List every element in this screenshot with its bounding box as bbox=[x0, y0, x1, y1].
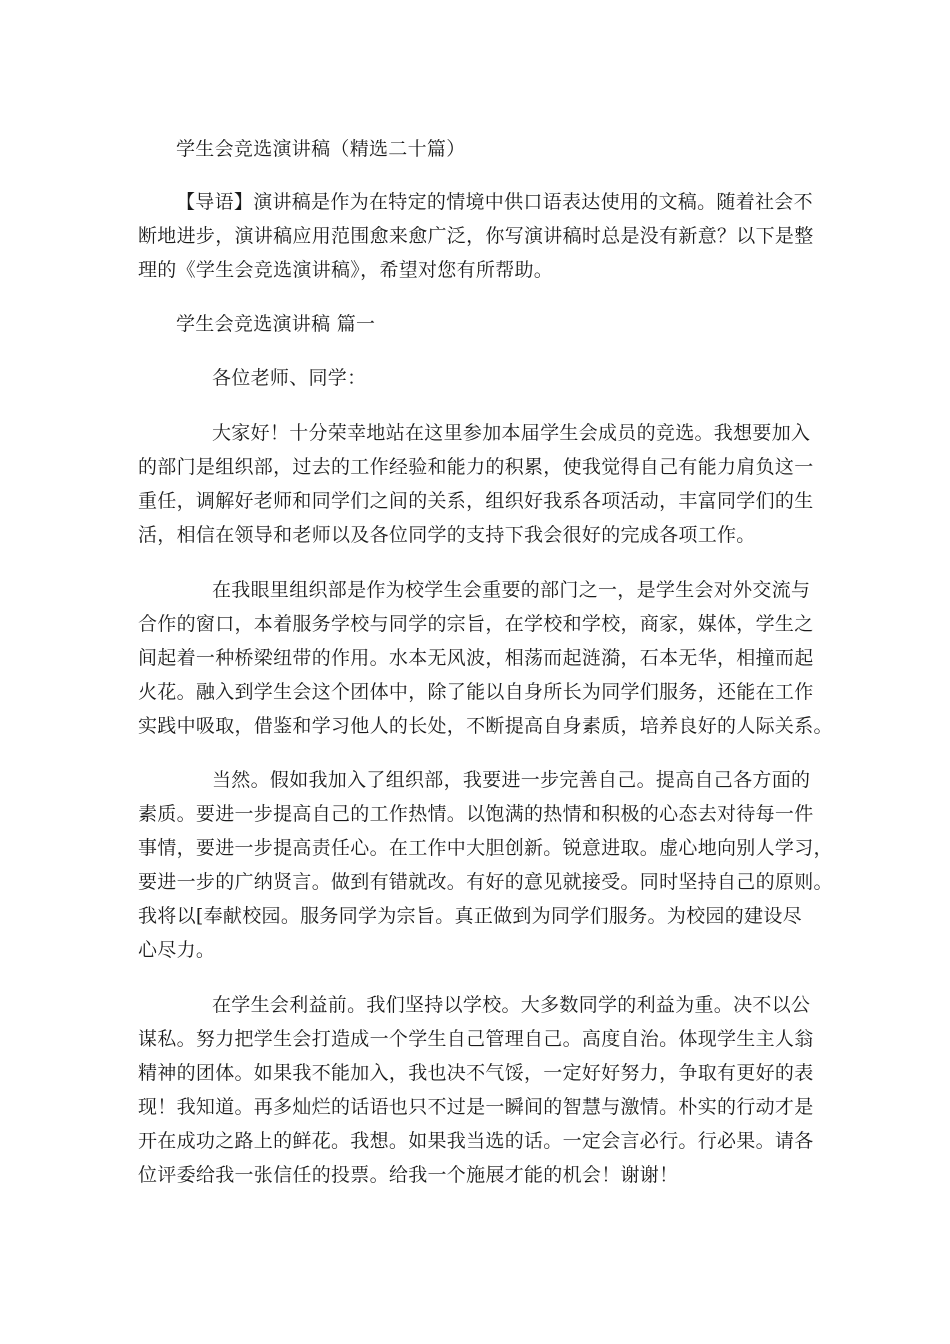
intro-line: 断地进步，演讲稿应用范围愈来愈广泛，你写演讲稿时总是没有新意？以下是整 bbox=[138, 225, 814, 247]
paragraph-line: 素质。要进一步提高自己的工作热情。以饱满的热情和积极的心态去对待每一件 bbox=[138, 803, 814, 825]
paragraph-line: 心尽力。 bbox=[138, 939, 216, 961]
paragraph-line: 实践中吸取，借鉴和学习他人的长处，不断提高自身素质，培养良好的人际关系。 bbox=[138, 715, 833, 737]
paragraph-line: 在学生会利益前。我们坚持以学校。大多数同学的利益为重。决不以公 bbox=[212, 994, 811, 1016]
intro-line: 【导语】演讲稿是作为在特定的情境中供口语表达使用的文稿。随着社会不 bbox=[176, 191, 813, 213]
paragraph-line: 在我眼里组织部是作为校学生会重要的部门之一，是学生会对外交流与 bbox=[212, 579, 811, 601]
paragraph-line: 活，相信在领导和老师以及各位同学的支持下我会很好的完成各项工作。 bbox=[138, 524, 756, 546]
salutation: 各位老师、同学： bbox=[212, 367, 367, 389]
paragraph-line: 合作的窗口，本着服务学校与同学的宗旨，在学校和学校，商家，媒体，学生之 bbox=[138, 613, 814, 635]
paragraph-line: 的部门是组织部，过去的工作经验和能力的积累，使我觉得自己有能力肩负这一 bbox=[138, 456, 814, 478]
intro-line: 理的《学生会竞选演讲稿》，希望对您有所帮助。 bbox=[138, 259, 554, 281]
paragraph-line: 间起着一种桥梁纽带的作用。水本无风波，相荡而起涟漪，石本无华，相撞而起 bbox=[138, 647, 814, 669]
paragraph-line: 要进一步的广纳贤言。做到有错就改。有好的意见就接受。同时坚持自己的原则。 bbox=[138, 871, 833, 893]
paragraph-line: 事情，要进一步提高责任心。在工作中大胆创新。锐意进取。虚心地向别人学习， bbox=[138, 837, 833, 859]
paragraph-line: 火花。融入到学生会这个团体中，除了能以自身所长为同学们服务，还能在工作 bbox=[138, 681, 814, 703]
paragraph-line: 当然。假如我加入了组织部，我要进一步完善自己。提高自己各方面的 bbox=[212, 769, 811, 791]
paragraph-line: 重任，调解好老师和同学们之间的关系，组织好我系各项活动，丰富同学们的生 bbox=[138, 490, 814, 512]
section-heading: 学生会竞选演讲稿 篇一 bbox=[176, 313, 376, 335]
paragraph-line: 现！我知道。再多灿烂的话语也只不过是一瞬间的智慧与激情。朴实的行动才是 bbox=[138, 1096, 814, 1118]
paragraph-line: 精神的团体。如果我不能加入，我也决不气馁，一定好好努力，争取有更好的表 bbox=[138, 1062, 814, 1084]
paragraph-line: 我将以[奉献校园。服务同学为宗旨。真正做到为同学们服务。为校园的建设尽 bbox=[138, 905, 802, 927]
document-title: 学生会竞选演讲稿（精选二十篇） bbox=[176, 138, 466, 160]
paragraph-line: 大家好！十分荣幸地站在这里参加本届学生会成员的竞选。我想要加入 bbox=[212, 422, 811, 444]
paragraph-line: 谋私。努力把学生会打造成一个学生自己管理自己。高度自治。体现学生主人翁 bbox=[138, 1028, 814, 1050]
paragraph-line: 位评委给我一张信任的投票。给我一个施展才能的机会！谢谢！ bbox=[138, 1164, 679, 1186]
paragraph-line: 开在成功之路上的鲜花。我想。如果我当选的话。一定会言必行。行必果。请各 bbox=[138, 1130, 814, 1152]
